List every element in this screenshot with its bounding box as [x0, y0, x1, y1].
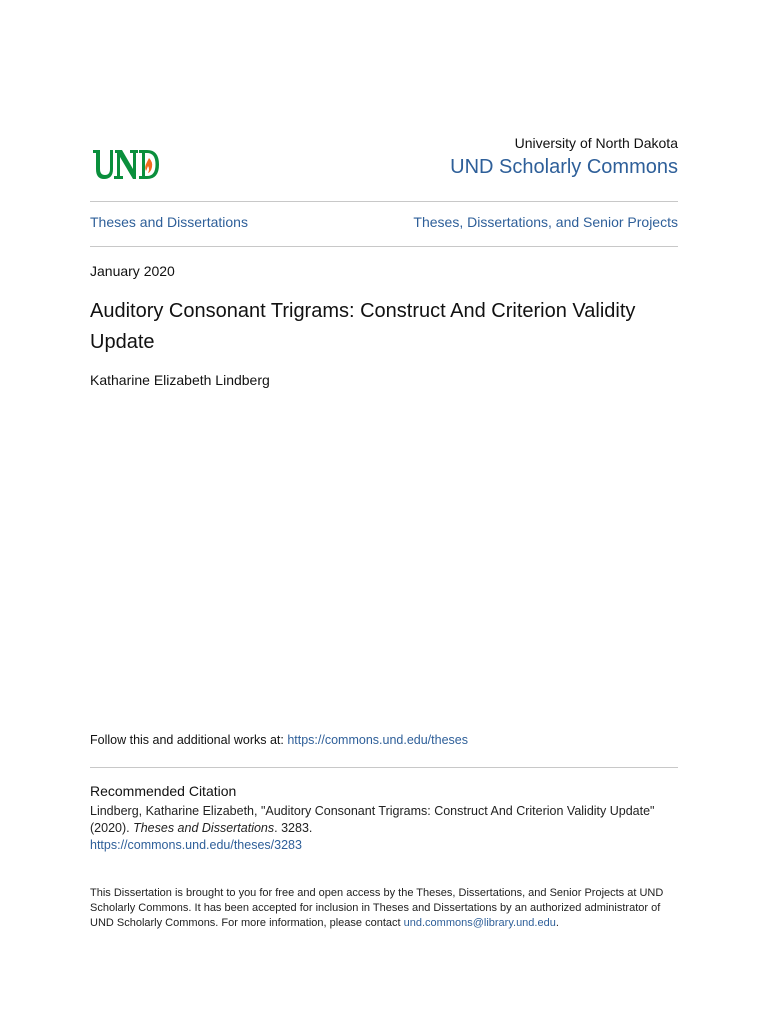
- contact-email-link[interactable]: und.commons@library.und.edu: [403, 917, 556, 929]
- follow-url-link[interactable]: https://commons.und.edu/theses: [287, 733, 468, 747]
- breadcrumb-parent-link[interactable]: Theses, Dissertations, and Senior Projects: [413, 214, 678, 230]
- und-logo-icon: [91, 147, 159, 181]
- follow-line: [90, 733, 468, 747]
- citation-text: Lindberg, Katharine Elizabeth, "Auditory Consonant Trigrams: Construct And Criterion Validity Update" (2020).: [90, 804, 655, 835]
- notice-end: .: [555, 917, 559, 929]
- header: [90, 134, 678, 186]
- publication-date: January 2020: [90, 263, 175, 279]
- repository-name-link[interactable]: UND Scholarly Commons: [450, 156, 678, 178]
- document-title: Auditory Consonant Trigrams: Construct And Criterion Validity Update: [90, 300, 636, 353]
- citation-block: [90, 803, 678, 854]
- document-cover-page: [90, 0, 678, 1024]
- divider-bottom: [90, 767, 678, 768]
- citation-heading: Recommended Citation: [90, 783, 237, 799]
- institution-name: University of North Dakota: [514, 135, 678, 151]
- notice-text: This Dissertation is brought to you for free and open access by the Theses, Dissertations, and Senior Projects at UND Scholarly Commons. It has been accepted for inclusion in Theses and Dissertations by an authorized administrator of UND Scholarly Commons. For more information, please contact: [90, 887, 664, 929]
- citation-series: Theses and Dissertations: [133, 821, 275, 835]
- document-author: Katharine Elizabeth Lindberg: [90, 372, 270, 388]
- citation-url-link[interactable]: https://commons.und.edu/theses/3283: [90, 838, 302, 852]
- divider-top: [90, 201, 678, 202]
- access-notice: [90, 886, 678, 931]
- und-logo[interactable]: [91, 147, 159, 181]
- divider-middle: [90, 246, 678, 247]
- citation-number: . 3283.: [274, 821, 313, 835]
- follow-label: Follow this and additional works at:: [90, 733, 288, 747]
- breadcrumb-collection-link[interactable]: Theses and Dissertations: [90, 214, 248, 230]
